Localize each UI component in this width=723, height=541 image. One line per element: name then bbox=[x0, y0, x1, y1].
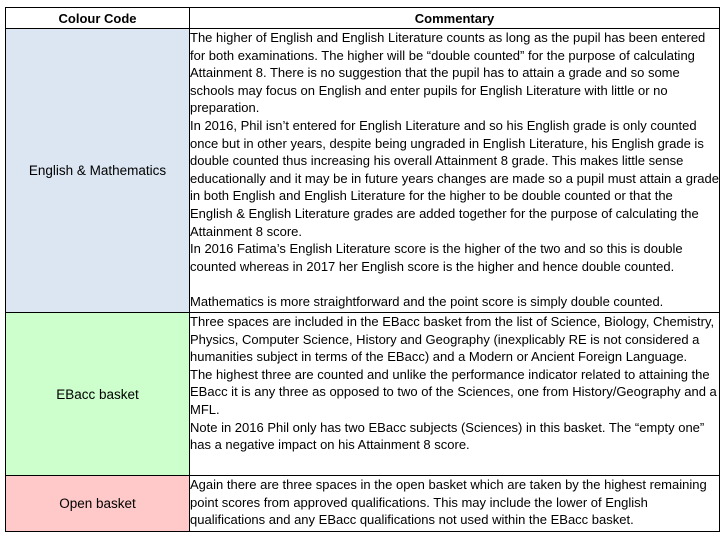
table-row-english-mathematics bbox=[6, 29, 720, 313]
commentary-text bbox=[190, 29, 719, 311]
commentary-ebacc-basket bbox=[190, 313, 720, 476]
table-header-row bbox=[6, 8, 720, 29]
colour-code-open-basket: Open basket bbox=[6, 476, 190, 532]
commentary-paragraph: Three spaces are included in the EBacc basket from the list of Science, Biology, Chemistry, Physics, Computer Science, History and Geography (inexplicably RE is not considered a humanities subject in terms of the EBacc) and a Modern or Ancient Foreign Language. bbox=[190, 314, 715, 365]
commentary-text bbox=[190, 313, 719, 454]
colour-code-commentary-table bbox=[5, 7, 720, 532]
commentary-paragraph: In 2016, Phil isn’t entered for English Literature and so his English grade is only counted once but in other years, despite being ungraded in English Literature, his English grade is double counted thus increasing his overall Attainment 8 grade. This makes little sense educationally and it may be in future years changes are made so a pupil must attain a grade in both English and English Literature for the higher to be double counted or that the English & English Literature grades are added together for the purpose of calculating the Attainment 8 score. bbox=[190, 117, 719, 239]
header-commentary: Commentary bbox=[190, 8, 720, 29]
commentary-open-basket bbox=[190, 476, 720, 532]
commentary-paragraph: Again there are three spaces in the open basket which are taken by the highest remaining point scores from approved qualifications. This may include the lower of English qualifications and any EBacc qualifications not used within the EBacc basket. bbox=[190, 477, 707, 528]
commentary-table-container bbox=[5, 7, 719, 532]
commentary-english-mathematics bbox=[190, 29, 720, 313]
commentary-paragraph: Note in 2016 Phil only has two EBacc subjects (Sciences) in this basket. The “empty one” has a negative impact on his Attainment 8 score. bbox=[190, 419, 705, 453]
commentary-paragraph: In 2016 Fatima’s English Literature score is the higher of the two and so this is double counted whereas in 2017 her English score is the higher and hence double counted. bbox=[190, 241, 683, 274]
colour-code-english-mathematics: English & Mathematics bbox=[6, 29, 190, 313]
commentary-paragraph: The higher of English and English Literature counts as long as the pupil has been entered for both examinations. The higher will be “double counted” for the purpose of calculating Attainment 8. There is no suggestion that the pupil has to attain a grade and so some schools may focus on English and enter pupils for English Literature with little or no preparation. bbox=[190, 30, 706, 116]
commentary-paragraph: Mathematics is more straightforward and the point score is simply double counted. bbox=[190, 293, 664, 309]
header-colour-code: Colour Code bbox=[6, 8, 190, 29]
table-row-ebacc-basket bbox=[6, 313, 720, 476]
colour-code-ebacc-basket: EBacc basket bbox=[6, 313, 190, 476]
table-row-open-basket bbox=[6, 476, 720, 532]
paragraph-spacer bbox=[190, 275, 719, 293]
commentary-paragraph: The highest three are counted and unlike the performance indicator related to attaining the EBacc it is any three as opposed to two of the Sciences, one from History/Geography and a MFL. bbox=[190, 366, 717, 417]
commentary-text bbox=[190, 476, 719, 529]
